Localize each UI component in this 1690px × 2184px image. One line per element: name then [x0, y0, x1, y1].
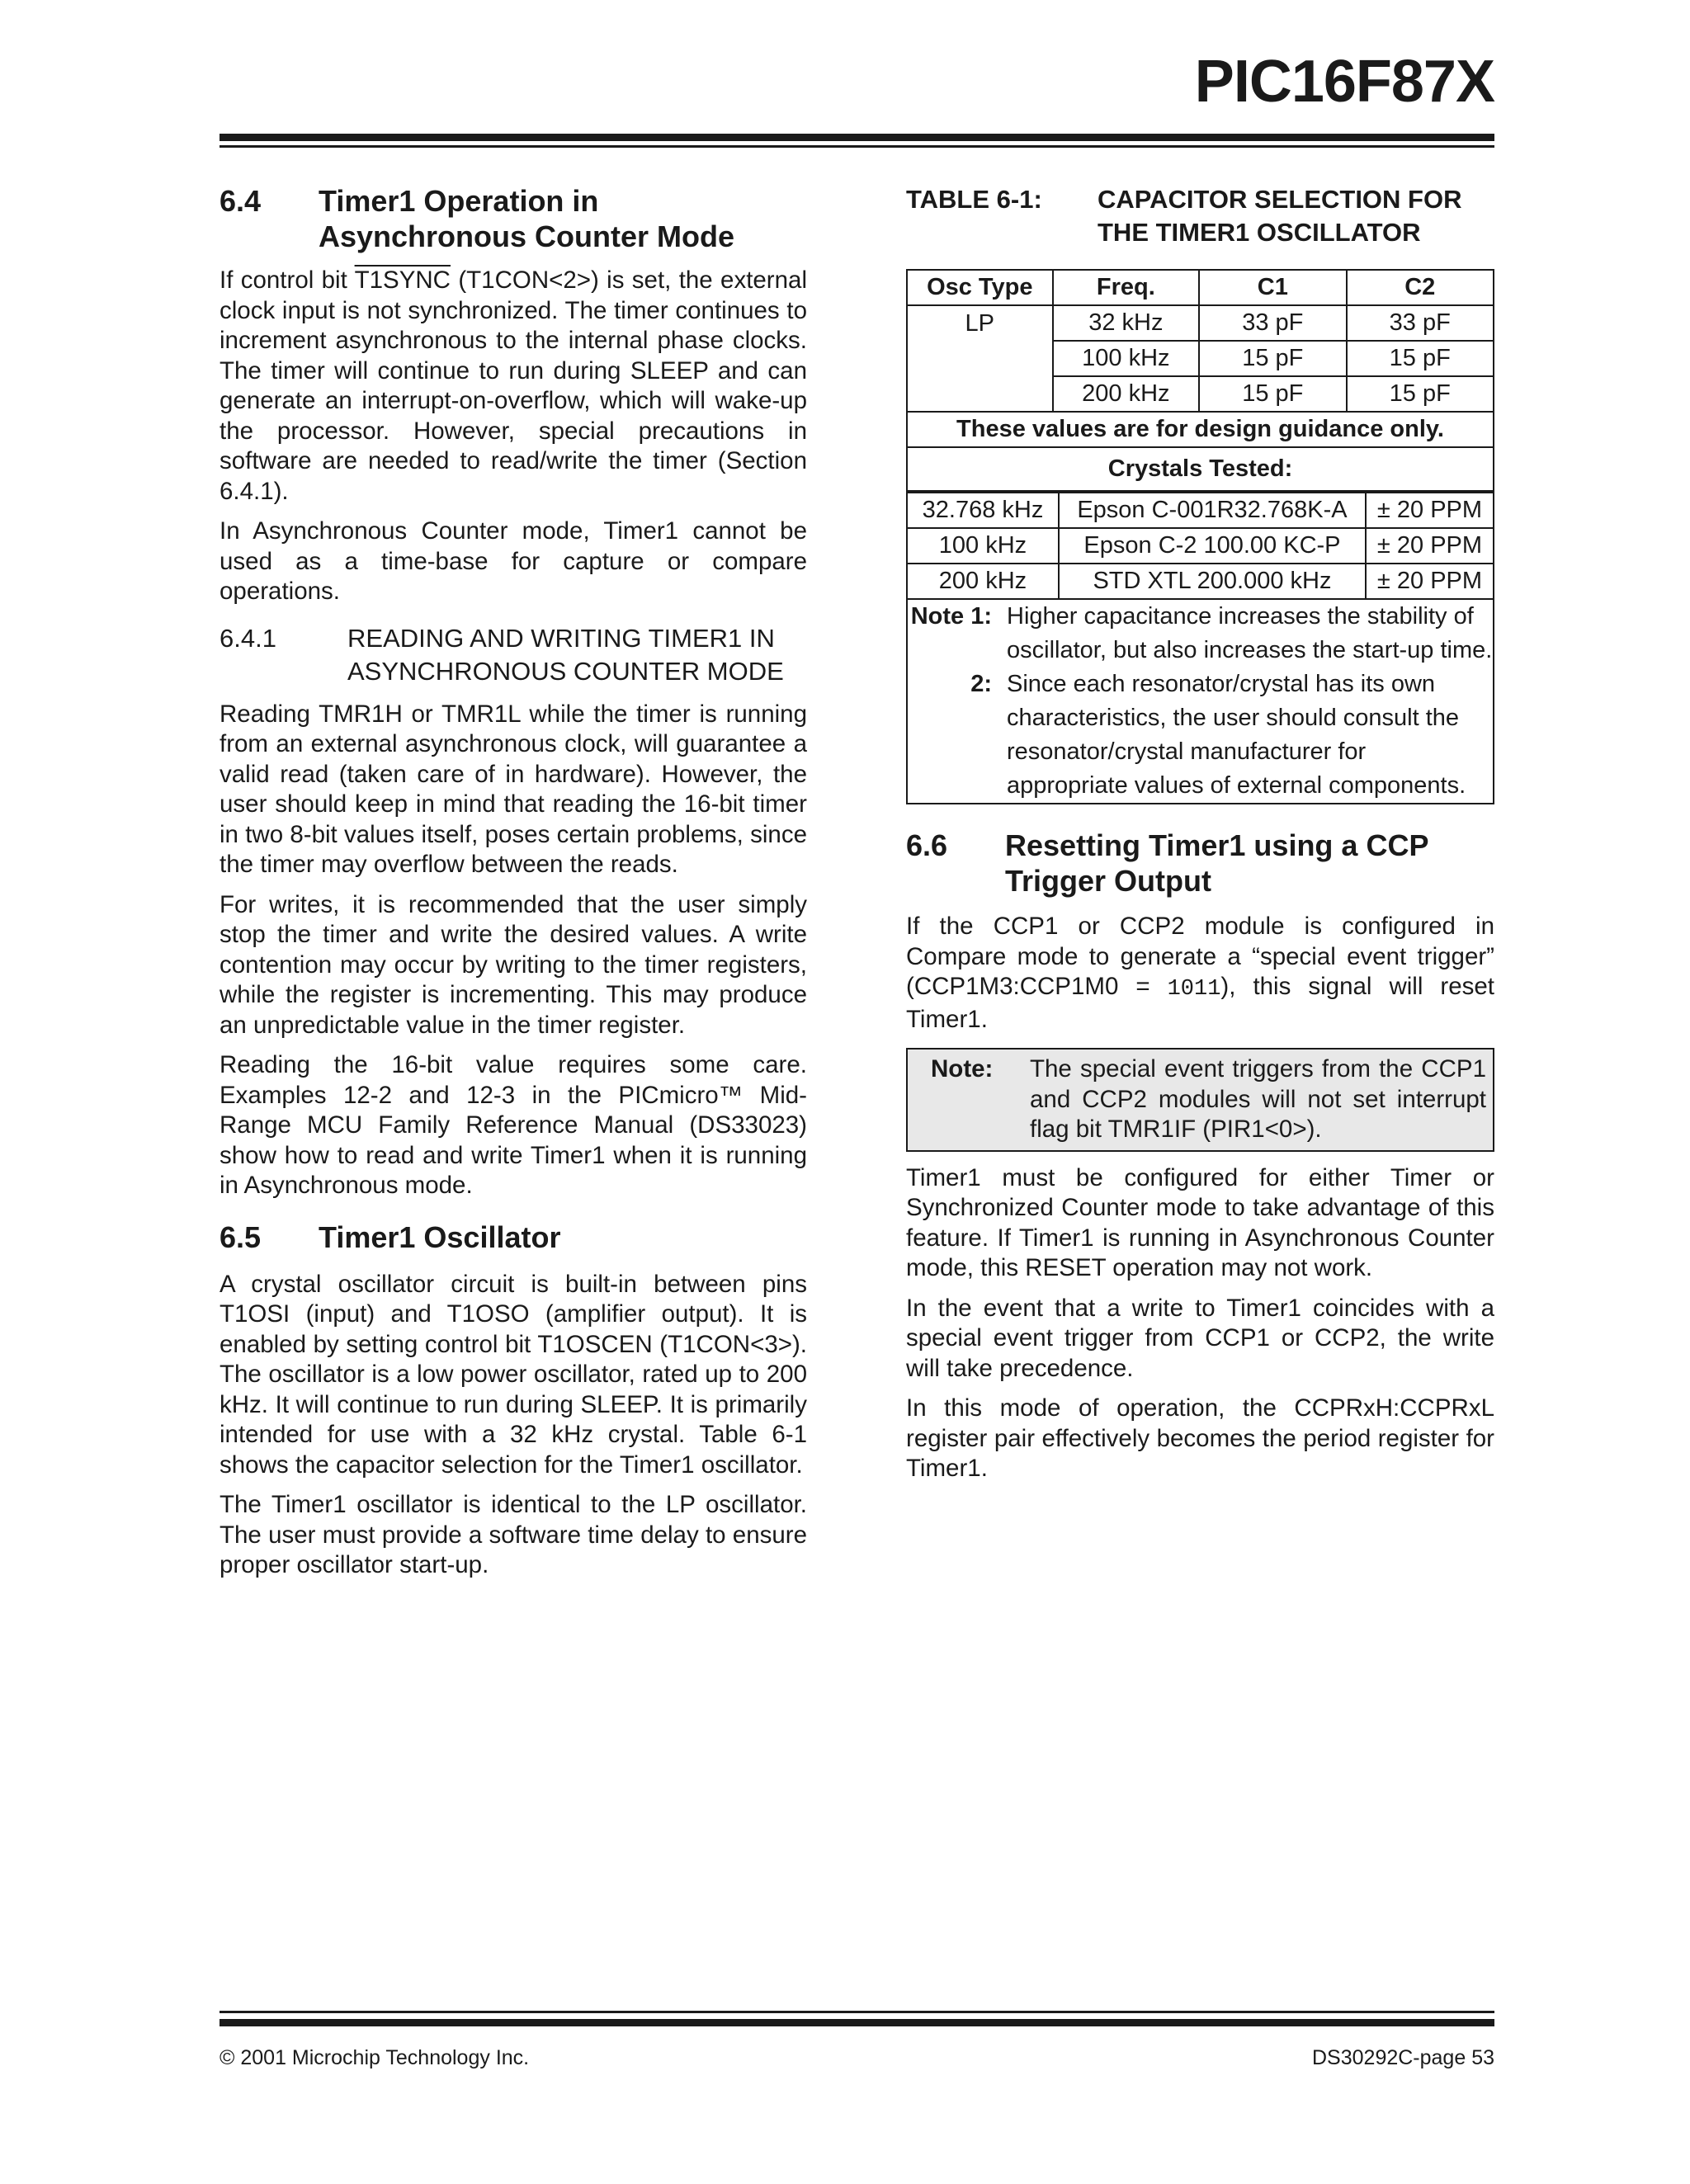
table-cell: ± 20 PPM — [1366, 564, 1493, 598]
table-cell: 15 pF — [1199, 376, 1346, 412]
note-label: 2: — [970, 671, 992, 697]
table-row — [907, 447, 1494, 491]
paragraph: Reading the 16-bit value requires some care. Examples 12-2 and 12-3 in the PICmicro™ Mid-Range MCU Family Reference Manual (DS33023) show how to read and write Timer1 when it is running in Asynchronous mode. — [220, 1051, 807, 1199]
table-cell: 32.768 kHz — [908, 493, 1059, 528]
table-row — [907, 412, 1494, 447]
table-cell: 100 kHz — [1053, 341, 1200, 376]
section-6-5-heading — [220, 1219, 807, 1255]
table-cell: 33 pF — [1347, 305, 1494, 341]
table-cell: Epson C-2 100.00 KC-P — [1059, 528, 1366, 564]
table-cell — [907, 376, 1053, 412]
left-column — [220, 183, 807, 1591]
table-header-row — [907, 270, 1494, 305]
paragraph: In the event that a write to Timer1 coincides with a special event trigger from CCP1 or CCP2, the write will take precedence. — [906, 1294, 1494, 1382]
section-number: 6.5 — [220, 1219, 262, 1254]
table-cell: 200 kHz — [1053, 376, 1200, 412]
table-cell: STD XTL 200.000 kHz — [1059, 564, 1366, 598]
table-row — [907, 491, 1494, 599]
column-header: Osc Type — [907, 270, 1053, 305]
t1sync-bit: T1SYNC — [354, 267, 451, 294]
table-row — [907, 341, 1494, 376]
section-title: Timer1 Oscillator — [319, 1219, 561, 1254]
paragraph: In Asynchronous Counter mode, Timer1 cannot be used as a time-base for capture or compare operations. — [220, 517, 807, 605]
paragraph: The Timer1 oscillator is identical to the LP oscillator. The user must provide a software time delay to ensure proper oscillator start-up. — [220, 1491, 807, 1578]
notes-cell — [907, 599, 1494, 804]
note-2 — [908, 667, 1493, 803]
table-cell: ± 20 PPM — [1366, 528, 1493, 564]
table-title: CAPACITOR SELECTION FOR THE TIMER1 OSCILLATOR — [1098, 185, 1462, 247]
section-6-6-heading — [906, 828, 1494, 899]
table-row — [908, 528, 1493, 564]
note-label: Note: — [931, 1055, 994, 1083]
table-row — [908, 564, 1493, 598]
footer-rule-thin — [220, 2011, 1494, 2013]
note-text: The special event triggers from the CCP1 and CCP2 modules will not set interrupt flag bit TMR1IF (PIR1<0>). — [1030, 1055, 1486, 1143]
table-cell — [907, 341, 1053, 376]
column-header: C1 — [1199, 270, 1346, 305]
table-cell: ± 20 PPM — [1366, 493, 1493, 528]
page-number: DS30292C-page 53 — [1312, 2046, 1494, 2069]
osc-type-cell: LP — [907, 305, 1053, 341]
crystals-title-cell: Crystals Tested: — [907, 447, 1494, 491]
column-header: C2 — [1347, 270, 1494, 305]
paragraph: Reading TMR1H or TMR1L while the timer is running from an external asynchronous clock, will guarantee a valid read (taken care of in hardware). However, the user should keep in mind that reading the 16-bit timer in two 8-bit values itself, poses certain problems, since the timer may overflow between the reads. — [220, 700, 807, 878]
note-text: Higher capacitance increases the stability of oscillator, but also increases the start-up time. — [1007, 603, 1493, 663]
section-title: Resetting Timer1 using a CCP Trigger Output — [1005, 828, 1429, 898]
paragraph: If control bit T1SYNC (T1CON<2>) is set, the external clock input is not synchronized. The timer continues to increment asynchronous to the internal phase clocks. The timer will continue to run during SLEEP and can generate an interrupt-on-overflow, which will wake-up the processor. However, special precautions in software are needed to read/write the timer (Section 6.4.1). — [220, 267, 807, 505]
paragraph: Timer1 must be configured for either Timer or Synchronized Counter mode to take advantage of this feature. If Timer1 is running in Asynchronous Counter mode, this RESET operation may not work. — [906, 1163, 1494, 1281]
section-6-4-1-heading — [220, 622, 807, 688]
section-number: 6.4 — [220, 184, 262, 218]
crystals-table — [908, 492, 1493, 598]
section-title: READING AND WRITING TIMER1 IN ASYNCHRONOUS COUNTER MODE — [347, 623, 784, 686]
table-notes-row — [907, 599, 1494, 804]
code-value: 1011 — [1167, 977, 1221, 1002]
table-cell: 15 pF — [1347, 341, 1494, 376]
paragraph: In this mode of operation, the CCPRxH:CCPRxL register pair effectively becomes the period register for Timer1. — [906, 1394, 1494, 1482]
capacitor-selection-table — [906, 269, 1494, 804]
section-number: 6.4.1 — [220, 623, 276, 653]
section-6-4-heading — [220, 183, 807, 254]
header-rule — [220, 134, 1494, 141]
table-cell: 15 pF — [1199, 341, 1346, 376]
section-number: 6.6 — [906, 828, 948, 862]
right-column — [906, 183, 1494, 1494]
paragraph: A crystal oscillator circuit is built-in between pins T1OSI (input) and T1OSO (amplifier output). It is enabled by setting control bit T1OSCEN (T1CON<3>). The oscillator is a low power oscillator, rated up to 200 kHz. It will continue to run during SLEEP. It is primarily intended for use with a 32 kHz crystal. Table 6-1 shows the capacitor selection for the Timer1 oscillator. — [220, 1270, 807, 1479]
paragraph: If the CCP1 or CCP2 module is configured in Compare mode to generate a “special event trigger” (CCP1M3:CCP1M0 = 1011), this signal will reset Timer1. — [906, 913, 1494, 1033]
table-caption — [906, 183, 1494, 249]
header-rule-thin — [220, 145, 1494, 148]
table-row — [907, 376, 1494, 412]
paragraph: For writes, it is recommended that the user simply stop the timer and write the desired values. A write contention may occur by writing to the timer registers, while the register is incrementing. This may produce an unpredictable value in the timer register. — [220, 890, 807, 1039]
note-text: Since each resonator/crystal has its own characteristics, the user should consult the resonator/crystal manufacturer for appropriate values of external components. — [1007, 671, 1466, 799]
document-title: PIC16F87X — [1194, 49, 1494, 115]
note-box — [906, 1048, 1494, 1152]
copyright: © 2001 Microchip Technology Inc. — [220, 2046, 530, 2069]
note-label: Note 1: — [910, 603, 992, 630]
table-cell: 33 pF — [1199, 305, 1346, 341]
table-cell: Epson C-001R32.768K-A — [1059, 493, 1366, 528]
footer-rule — [220, 2019, 1494, 2026]
table-cell: 15 pF — [1347, 376, 1494, 412]
column-header: Freq. — [1053, 270, 1200, 305]
table-number: TABLE 6-1: — [906, 185, 1042, 214]
guidance-cell: These values are for design guidance only. — [907, 412, 1494, 447]
table-row — [907, 305, 1494, 341]
crystals-subtable-cell — [907, 491, 1494, 599]
table-cell: 200 kHz — [908, 564, 1059, 598]
table-cell: 32 kHz — [1053, 305, 1200, 341]
note-1 — [908, 600, 1493, 667]
table-cell: 100 kHz — [908, 528, 1059, 564]
section-title: Timer1 Operation in Asynchronous Counter Mode — [319, 184, 735, 253]
table-row — [908, 493, 1493, 528]
